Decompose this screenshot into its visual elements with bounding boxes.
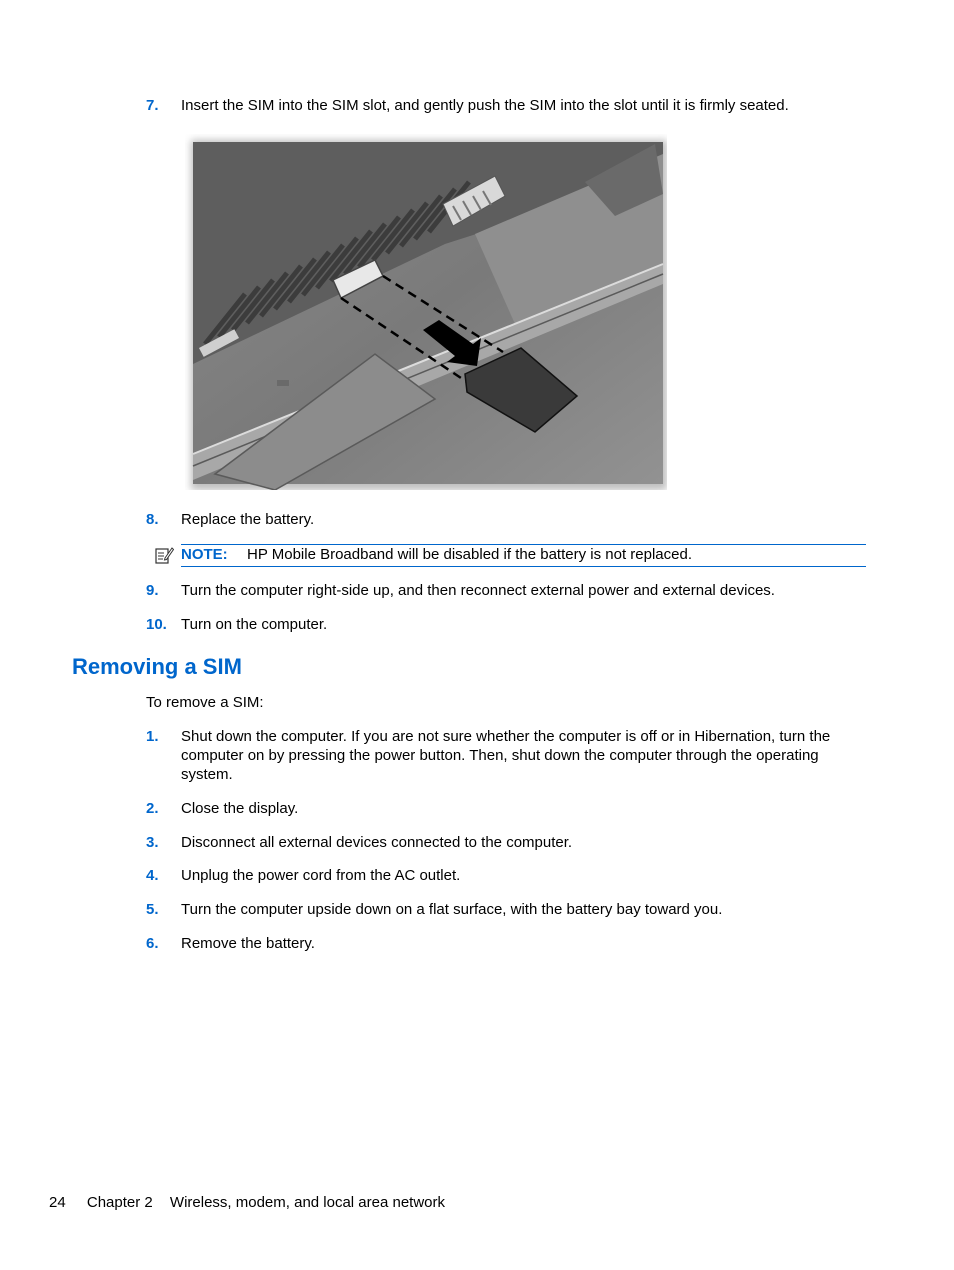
- removal-step-2: [146, 799, 870, 818]
- step-8: [146, 510, 870, 529]
- step-10: [146, 615, 870, 634]
- section-heading: Removing a SIM: [72, 654, 242, 679]
- page-footer: [49, 1193, 445, 1212]
- step-9: [146, 581, 870, 600]
- step-number: 4.: [146, 867, 159, 884]
- removal-step-4: [146, 866, 870, 885]
- page-number: 24: [49, 1194, 66, 1211]
- step-number: 1.: [146, 728, 159, 745]
- note-box: [181, 544, 866, 567]
- step-text: Shut down the computer. If you are not sure whether the computer is off or in Hibernation, turn the computer on by pressing the power button. Then, shut down the computer through the operating system.: [181, 728, 831, 783]
- step-number: 5.: [146, 901, 159, 918]
- step-number: 2.: [146, 800, 159, 817]
- note-pencil-icon: [154, 545, 174, 565]
- removal-step-1: [146, 727, 870, 784]
- step-text: Unplug the power cord from the AC outlet.: [181, 867, 461, 884]
- sim-insertion-illustration: [185, 134, 667, 490]
- step-number: 6.: [146, 935, 159, 952]
- step-text: Close the display.: [181, 800, 299, 817]
- step-number: 10.: [146, 616, 167, 633]
- step-number: 3.: [146, 834, 159, 851]
- step-text: Turn the computer right-side up, and then reconnect external power and external devices.: [181, 582, 775, 599]
- step-text: Insert the SIM into the SIM slot, and gently push the SIM into the slot until it is firmly seated.: [181, 97, 789, 114]
- step-number: 9.: [146, 582, 159, 599]
- step-text: Turn on the computer.: [181, 616, 328, 633]
- step-text: Replace the battery.: [181, 511, 315, 528]
- section-intro: To remove a SIM:: [146, 694, 264, 711]
- note-text: HP Mobile Broadband will be disabled if the battery is not replaced.: [247, 546, 692, 563]
- chapter-label: Chapter 2: [86, 1194, 153, 1211]
- removal-step-5: [146, 900, 870, 919]
- step-text: Turn the computer upside down on a flat surface, with the battery bay toward you.: [181, 901, 723, 918]
- step-text: Remove the battery.: [181, 935, 315, 952]
- step-number: 8.: [146, 511, 159, 528]
- removal-step-3: [146, 833, 870, 852]
- note-label: NOTE:: [181, 546, 228, 563]
- step-number: 7.: [146, 97, 159, 114]
- step-text: Disconnect all external devices connected to the computer.: [181, 834, 573, 851]
- chapter-title: Wireless, modem, and local area network: [169, 1194, 446, 1211]
- step-7: [146, 96, 870, 115]
- removal-step-6: [146, 934, 870, 953]
